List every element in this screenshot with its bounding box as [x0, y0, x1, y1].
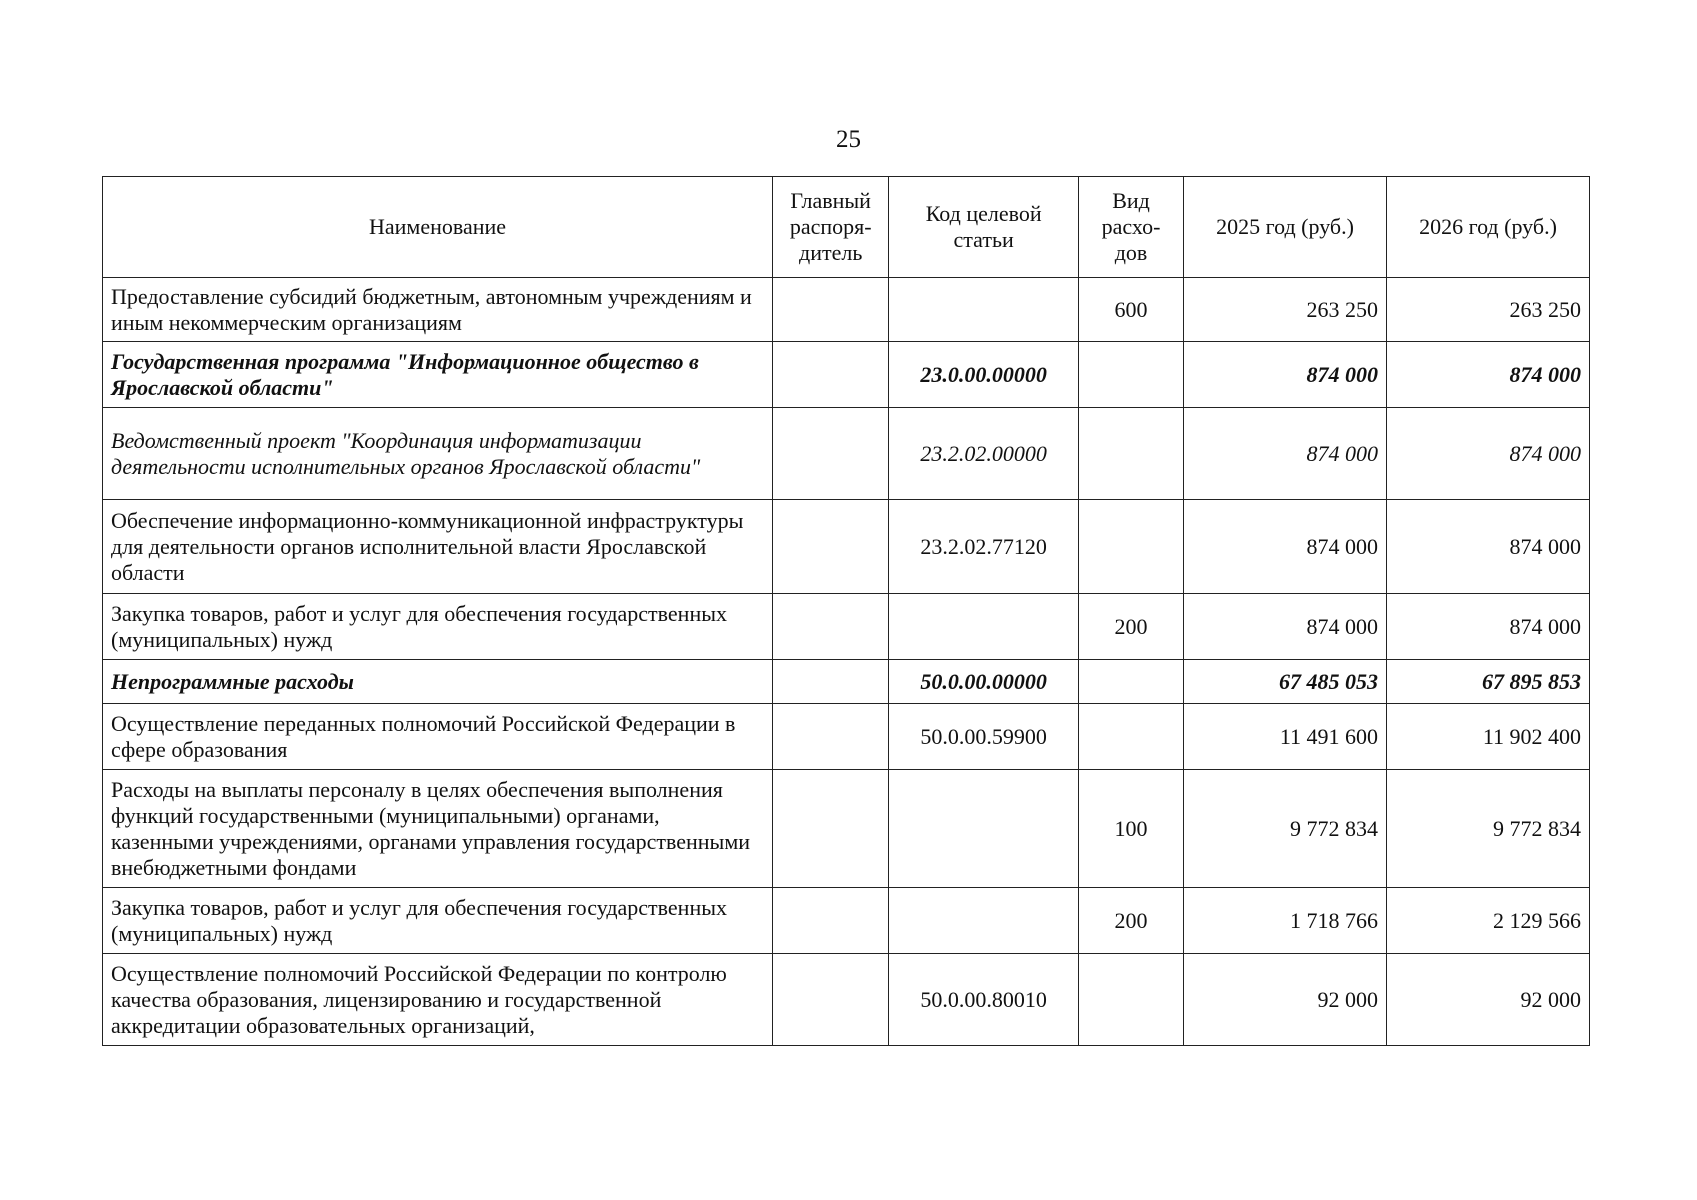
row-amount-2026: 92 000: [1387, 954, 1590, 1046]
row-name: Предоставление субсидий бюджетным, автономным учреждениям и иным некоммерческим организациям: [103, 278, 773, 342]
table-row: [103, 594, 1590, 660]
row-amount-2025: 92 000: [1184, 954, 1387, 1046]
row-amount-2025: 874 000: [1184, 500, 1387, 594]
table-row: [103, 954, 1590, 1046]
row-name: Закупка товаров, работ и услуг для обеспечения государственных (муниципальных) нужд: [103, 888, 773, 954]
row-amount-2026: 263 250: [1387, 278, 1590, 342]
table-row: [103, 278, 1590, 342]
row-amount-2025: 263 250: [1184, 278, 1387, 342]
row-target-code: 23.2.02.00000: [889, 408, 1079, 500]
row-amount-2026: 11 902 400: [1387, 704, 1590, 770]
row-name: Ведомственный проект "Координация информатизации деятельности исполнительных органов Ярославской области": [103, 408, 773, 500]
row-name: Осуществление переданных полномочий Российской Федерации в сфере образования: [103, 704, 773, 770]
table-row: [103, 408, 1590, 500]
row-chief-manager: [773, 660, 889, 704]
row-target-code: 23.2.02.77120: [889, 500, 1079, 594]
row-expense-type: 100: [1079, 770, 1184, 888]
row-expense-type: [1079, 500, 1184, 594]
page-number: 25: [836, 126, 861, 153]
row-name: Государственная программа "Информационное общество в Ярославской области": [103, 342, 773, 408]
header-name: Наименование: [103, 177, 773, 278]
budget-table: [102, 176, 1590, 1046]
row-expense-type: [1079, 704, 1184, 770]
row-target-code: 50.0.00.59900: [889, 704, 1079, 770]
row-target-code: 50.0.00.00000: [889, 660, 1079, 704]
row-amount-2025: 67 485 053: [1184, 660, 1387, 704]
row-expense-type: [1079, 408, 1184, 500]
row-name: Осуществление полномочий Российской Федерации по контролю качества образования, лицензированию и государственной аккредитации образовательных организаций,: [103, 954, 773, 1046]
row-amount-2026: 9 772 834: [1387, 770, 1590, 888]
row-chief-manager: [773, 500, 889, 594]
table-row: [103, 704, 1590, 770]
row-target-code: 50.0.00.80010: [889, 954, 1079, 1046]
row-expense-type: 200: [1079, 594, 1184, 660]
row-target-code: [889, 594, 1079, 660]
table-row: [103, 660, 1590, 704]
row-chief-manager: [773, 278, 889, 342]
row-expense-type: [1079, 660, 1184, 704]
row-expense-type: 600: [1079, 278, 1184, 342]
row-amount-2025: 1 718 766: [1184, 888, 1387, 954]
header-target-code: Код целевой статьи: [889, 177, 1079, 278]
row-name: Непрограммные расходы: [103, 660, 773, 704]
row-target-code: [889, 888, 1079, 954]
row-chief-manager: [773, 408, 889, 500]
row-chief-manager: [773, 704, 889, 770]
row-chief-manager: [773, 888, 889, 954]
table-row: [103, 500, 1590, 594]
header-row: [103, 177, 1590, 278]
row-amount-2025: 874 000: [1184, 594, 1387, 660]
table-row: [103, 342, 1590, 408]
row-amount-2026: 2 129 566: [1387, 888, 1590, 954]
row-amount-2026: 874 000: [1387, 342, 1590, 408]
row-expense-type: [1079, 954, 1184, 1046]
header-chief-manager: Главный распоря-дитель: [773, 177, 889, 278]
row-amount-2026: 874 000: [1387, 594, 1590, 660]
row-amount-2025: 874 000: [1184, 408, 1387, 500]
header-year-2025: 2025 год (руб.): [1184, 177, 1387, 278]
table-row: [103, 888, 1590, 954]
row-amount-2025: 874 000: [1184, 342, 1387, 408]
row-chief-manager: [773, 342, 889, 408]
row-expense-type: [1079, 342, 1184, 408]
row-name: Обеспечение информационно-коммуникационной инфраструктуры для деятельности органов исполнительной власти Ярославской области: [103, 500, 773, 594]
header-expense-type: Вид расхо-дов: [1079, 177, 1184, 278]
row-name: Закупка товаров, работ и услуг для обеспечения государственных (муниципальных) нужд: [103, 594, 773, 660]
table-row: [103, 770, 1590, 888]
row-amount-2026: 67 895 853: [1387, 660, 1590, 704]
row-chief-manager: [773, 954, 889, 1046]
row-expense-type: 200: [1079, 888, 1184, 954]
row-name: Расходы на выплаты персоналу в целях обеспечения выполнения функций государственными (муниципальными) органами, казенными учреждениями, органами управления государственными внебюджетными фондами: [103, 770, 773, 888]
row-target-code: [889, 770, 1079, 888]
row-amount-2026: 874 000: [1387, 408, 1590, 500]
row-amount-2025: 9 772 834: [1184, 770, 1387, 888]
header-year-2026: 2026 год (руб.): [1387, 177, 1590, 278]
row-amount-2025: 11 491 600: [1184, 704, 1387, 770]
row-chief-manager: [773, 594, 889, 660]
row-amount-2026: 874 000: [1387, 500, 1590, 594]
row-target-code: [889, 278, 1079, 342]
row-target-code: 23.0.00.00000: [889, 342, 1079, 408]
row-chief-manager: [773, 770, 889, 888]
